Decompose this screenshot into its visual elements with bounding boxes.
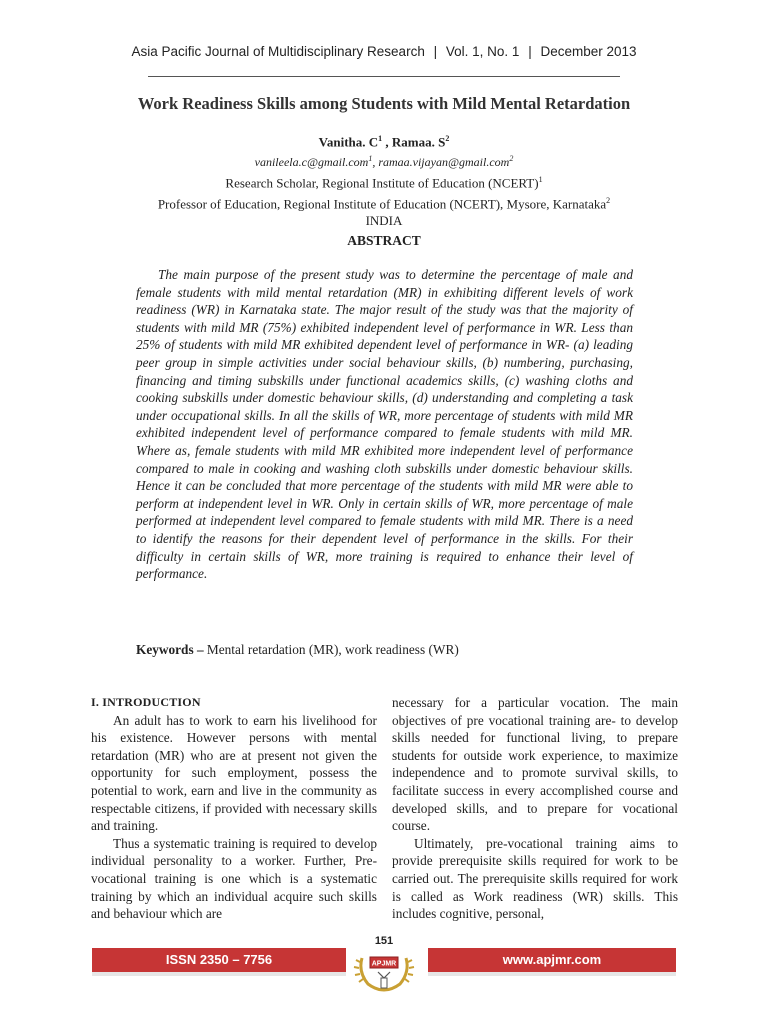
logo-text: APJMR [371,960,397,968]
affiliation-1-sup: 1 [538,175,543,185]
affiliation-2-sup: 2 [606,195,611,205]
journal-name: Asia Pacific Journal of Multidisciplinary Research [131,44,425,59]
header-divider [148,76,620,77]
email-separator: , [372,155,379,170]
paragraph: Ultimately, pre-vocational training aims to provide prerequisite skills required for work to be carried out. The prerequisite skills required for work is called as Work readiness (WR) skills. This includes cognitive, personal, [392,835,678,922]
issn-bar [92,948,346,972]
country: INDIA [365,212,403,228]
page-number: 151 [374,935,394,947]
paragraph: An adult has to work to earn his livelihood for his existence. However persons with mental retardation (MR) who are at present not given the opportunity for such employment, possess the potential to work, earn and live in the community as respectable citizens, if provided with necessary skills and training. [91,712,377,834]
author-1-sup: 1 [378,134,383,143]
journal-volume: Vol. 1, No. 1 [445,44,520,59]
author-block [0,130,768,229]
header-separator: | [433,44,438,59]
keywords [136,642,633,658]
author-separator: , [382,134,392,150]
journal-header [0,44,768,59]
keywords-label: Keywords – [136,642,204,657]
paper-title: Work Readiness Skills among Students with Mild Mental Retardation [137,94,631,113]
keywords-text: Mental retardation (MR), work readiness (WR) [203,642,459,657]
author-1: Vanitha. C [318,134,379,150]
email-1[interactable]: vanileela.c@gmail.com [254,155,369,170]
affiliation-1 [0,171,768,191]
affiliation-2 [0,192,768,212]
column-right [392,694,678,923]
paragraph: Thus a systematic training is required to develop individual personality to a worker. Further, Pre-vocational training is one which is a systematic training by which an individual acquire such skills and behaviour which are [91,835,377,922]
header-separator: | [528,44,532,59]
paragraph: necessary for a particular vocation. The main objectives of pre vocational training are- to develop skills needed for functional living, to prepare students for outside work experience, to maximize independence and to promote survival skills, to facilitate success in every accomplished course and developed skills, and to prepare for vocational course. [392,695,678,834]
author-2: Ramaa. S [391,134,446,150]
website-bar[interactable] [428,948,676,972]
website-link[interactable]: www.apjmr.com [502,952,602,967]
affiliation-1-text: Research Scholar, Regional Institute of Education (NCERT) [225,175,539,191]
section-heading-introduction: I. INTRODUCTION [91,695,201,709]
author-names [0,130,768,150]
email-2-sup: 2 [509,154,514,164]
email-1-sup: 1 [368,154,373,164]
journal-date: December 2013 [540,44,637,59]
affiliation-2-text: Professor of Education, Regional Institute of Education (NCERT), Mysore, Karnataka [157,195,607,211]
author-2-sup: 2 [445,134,450,143]
issn-label: ISSN 2350 – 7756 [165,952,273,967]
author-emails [0,150,768,171]
abstract-body: The main purpose of the present study was to determine the percentage of male and female students with mild mental retardation (MR) in exhibiting different levels of work readiness (WR) in Karnataka state. The major result of the study was that the majority of students with mild MR (75%) exhibited independent level of performance in WR. Less than 25% of students with mild MR exhibited dependent level of performance in WR- (a) leading peer group in simple activities under social behaviour skills, (b) numbering, purchasing, financing and timing subskills under functional academics skills, (c) washing cloths and cooking subskills under domestic behaviour skills, (d) understanding and completing a task under occupational skills. In all the skills of WR, more percentage of students with mild MR exhibited independent level of performance compared to female students with mild MR. Where as, female students with mild MR exhibited more independent level of performance compared to male in cooking and washing cloth subskills under domestic behaviour skills. Hence it can be concluded that more percentage of the students with mild MR were able to perform at independent level in WR. Only in certain skills of WR, more percentage of male performed at independent level compared to female students with mild MR. There is a need to identify the reasons for their dependent level of performance in the skills. For their difficulty in certain skills of WR, more training is required to enhance their level of performance. [136,267,633,582]
column-left [91,694,377,923]
abstract-heading: ABSTRACT [347,233,421,248]
email-2[interactable]: ramaa.vijayan@gmail.com [378,155,510,170]
